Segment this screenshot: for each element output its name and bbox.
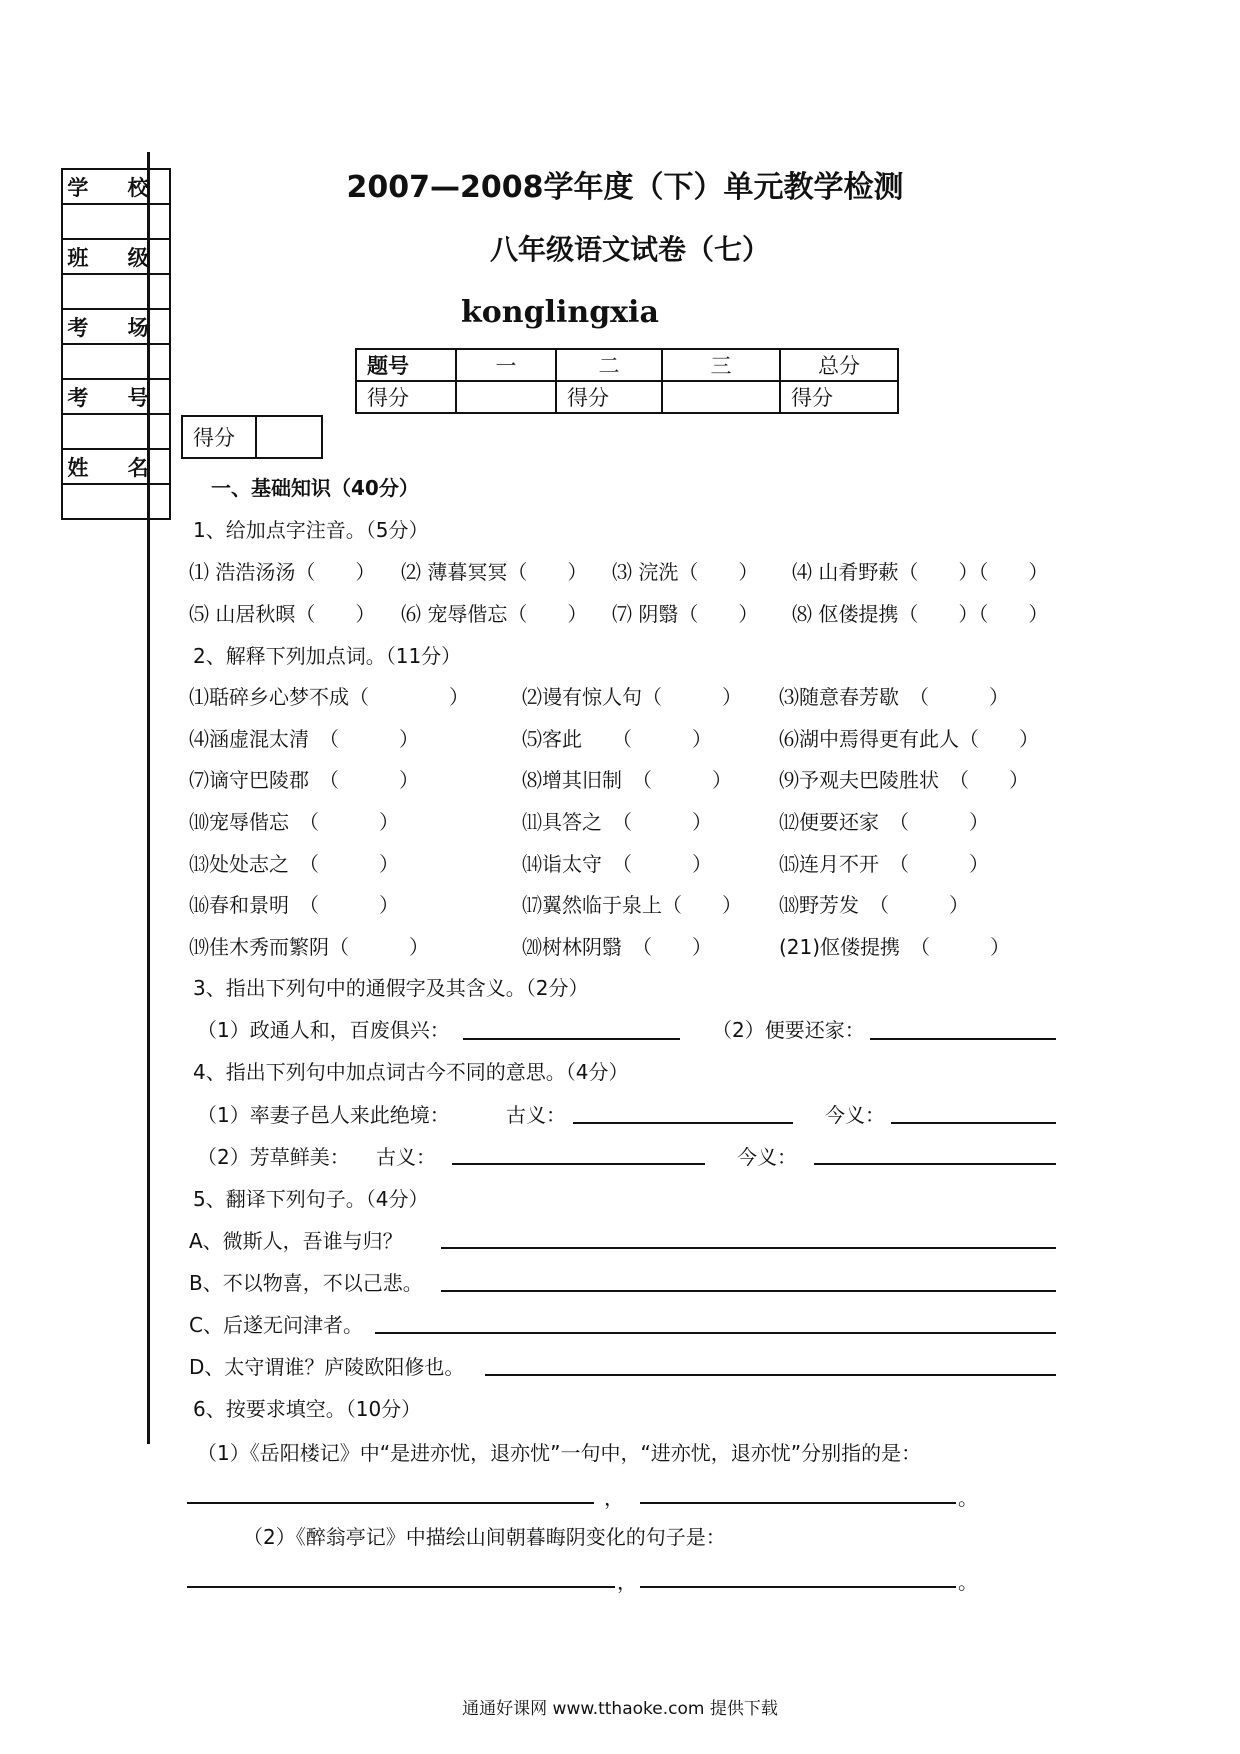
q2-item: ⑿便要还家 （ ） xyxy=(779,810,989,834)
side-label-room: 考 场 xyxy=(62,309,170,344)
score-header-3: 三 xyxy=(662,349,780,381)
score-header-number: 题号 xyxy=(356,349,456,381)
q4-new-label-1: 今义： xyxy=(825,1103,885,1127)
q4-item-2: （2）芳草鲜美： xyxy=(197,1145,350,1169)
q1-item-4: ⑷ 山肴野蔌（ ）（ ） xyxy=(792,560,1049,584)
score-header-total: 总分 xyxy=(780,349,898,381)
q2-item: ⒂连月不开 （ ） xyxy=(779,852,989,876)
q1-item-8: ⑻ 伛偻提携（ ）（ ） xyxy=(792,602,1049,626)
q2-item: ⒄翼然临于泉上（ ） xyxy=(522,893,742,917)
q4-new-line-2[interactable] xyxy=(814,1163,1056,1165)
q3-answer-line-1[interactable] xyxy=(463,1038,680,1040)
section-score-box xyxy=(181,415,323,459)
q2-item: ⑹湖中焉得更有此人（ ） xyxy=(779,727,1039,751)
q4-prompt: 4、指出下列句中加点词古今不同的意思。（4分） xyxy=(193,1060,629,1084)
q2-item: ⑷涵虚混太清 （ ） xyxy=(189,727,419,751)
q2-item: ⒇树林阴翳 （ ） xyxy=(522,935,712,959)
q2-item: ⑴聒碎乡心梦不成（ ） xyxy=(189,685,469,709)
q6-period-1: 。 xyxy=(958,1486,978,1510)
q2-item: ⑶随意春芳歇 （ ） xyxy=(779,685,1009,709)
q5-prompt: 5、翻译下列句子。（4分） xyxy=(193,1187,429,1211)
q5-answer-line-d[interactable] xyxy=(485,1374,1056,1376)
q6-comma-2: ， xyxy=(617,1570,637,1594)
side-label-number: 考 号 xyxy=(62,379,170,414)
q1-item-3: ⑶ 浣洗（ ） xyxy=(612,560,759,584)
student-info-table xyxy=(61,168,171,520)
side-label-school: 学 校 xyxy=(62,169,170,204)
q2-item: ⒆佳木秀而繁阴（ ） xyxy=(189,935,429,959)
q4-old-line-1[interactable] xyxy=(573,1122,793,1124)
side-label-class: 班 级 xyxy=(62,239,170,274)
q2-item: ⒃春和景明 （ ） xyxy=(189,893,399,917)
q2-item: ⒅野芳发 （ ） xyxy=(779,893,969,917)
q5-item-c: C、后遂无问津者。 xyxy=(189,1313,363,1337)
q1-item-6: ⑹ 宠辱偕忘（ ） xyxy=(401,602,588,626)
q4-old-line-2[interactable] xyxy=(452,1163,705,1165)
q2-item: ⑸客此 （ ） xyxy=(522,727,712,751)
q4-new-line-1[interactable] xyxy=(891,1122,1056,1124)
score-cell-label-1: 得分 xyxy=(356,381,456,413)
q6-item-1: （1）《岳阳楼记》中“是进亦忧，退亦忧”一句中，“进亦忧，退亦忧”分别指的是： xyxy=(197,1441,922,1465)
q5-item-b: B、不以物喜，不以己悲。 xyxy=(189,1271,423,1295)
q4-old-label-2: 古义： xyxy=(376,1145,436,1169)
q3-prompt: 3、指出下列句中的通假字及其含义。（2分） xyxy=(193,976,589,1000)
q5-answer-line-b[interactable] xyxy=(441,1290,1056,1292)
q5-item-d: D、太守谓谁？庐陵欧阳修也。 xyxy=(189,1355,465,1379)
q3-item-1: （1）政通人和，百废俱兴： xyxy=(197,1018,450,1042)
q3-answer-line-2[interactable] xyxy=(870,1038,1056,1040)
q2-item: ⑽宠辱偕忘 （ ） xyxy=(189,810,399,834)
q2-item: (21)伛偻提携 （ ） xyxy=(779,935,1011,959)
q1-prompt: 1、给加点字注音。（5分） xyxy=(193,518,429,542)
side-label-name: 姓 名 xyxy=(62,449,170,484)
score-cell-label-2: 得分 xyxy=(556,381,662,413)
score-header-2: 二 xyxy=(556,349,662,381)
q6-answer-line-2b[interactable] xyxy=(640,1586,956,1588)
score-cell-1[interactable] xyxy=(456,381,556,413)
q6-prompt: 6、按要求填空。（10分） xyxy=(193,1397,422,1421)
side-field-room[interactable] xyxy=(62,344,170,379)
score-table xyxy=(355,348,899,414)
q1-item-2: ⑵ 薄暮冥冥（ ） xyxy=(401,560,588,584)
section-score-field[interactable] xyxy=(256,416,322,458)
q2-item: ⑻增其旧制 （ ） xyxy=(522,768,732,792)
page-title: 2007—2008学年度（下）单元教学检测 xyxy=(346,170,904,205)
page-subtitle: 八年级语文试卷（七） xyxy=(489,233,770,266)
author-name: konglingxia xyxy=(461,295,659,330)
side-field-class[interactable] xyxy=(62,274,170,309)
q6-period-2: 。 xyxy=(958,1570,978,1594)
q2-item: ⒀处处志之 （ ） xyxy=(189,852,399,876)
q4-new-label-2: 今义： xyxy=(737,1145,797,1169)
q1-item-7: ⑺ 阴翳（ ） xyxy=(612,602,759,626)
q3-item-2: （2）便要还家： xyxy=(712,1018,865,1042)
score-cell-label-total: 得分 xyxy=(780,381,898,413)
q5-answer-line-a[interactable] xyxy=(441,1247,1056,1249)
footer-credit: 通通好课网 www.tthaoke.com 提供下载 xyxy=(462,1699,778,1719)
q4-item-1: （1）率妻子邑人来此绝境： xyxy=(197,1103,450,1127)
q5-answer-line-c[interactable] xyxy=(375,1332,1056,1334)
q1-item-1: ⑴ 浩浩汤汤（ ） xyxy=(189,560,376,584)
q5-item-a: A、微斯人，吾谁与归？ xyxy=(189,1229,403,1253)
section-heading: 一、基础知识（40分） xyxy=(211,476,419,500)
q2-item: ⒁诣太守 （ ） xyxy=(522,852,712,876)
q6-answer-line-1b[interactable] xyxy=(640,1502,956,1504)
q6-comma-1: ， xyxy=(604,1486,624,1510)
q2-item: ⑾具答之 （ ） xyxy=(522,810,712,834)
q2-item: ⑵谩有惊人句（ ） xyxy=(522,685,742,709)
q6-answer-line-1a[interactable] xyxy=(187,1502,594,1504)
section-score-label: 得分 xyxy=(182,416,256,458)
score-cell-3[interactable] xyxy=(662,381,780,413)
side-field-name[interactable] xyxy=(62,484,170,519)
score-header-1: 一 xyxy=(456,349,556,381)
side-field-number[interactable] xyxy=(62,414,170,449)
q2-item: ⑼予观夫巴陵胜状 （ ） xyxy=(779,768,1029,792)
q4-old-label-1: 古义： xyxy=(506,1103,566,1127)
q6-item-2: （2）《醉翁亭记》中描绘山间朝暮晦阴变化的句子是： xyxy=(243,1525,726,1549)
q2-item: ⑺谪守巴陵郡 （ ） xyxy=(189,768,419,792)
q1-item-5: ⑸ 山居秋暝（ ） xyxy=(189,602,376,626)
q6-answer-line-2a[interactable] xyxy=(187,1586,615,1588)
q2-prompt: 2、解释下列加点词。（11分） xyxy=(193,644,462,668)
